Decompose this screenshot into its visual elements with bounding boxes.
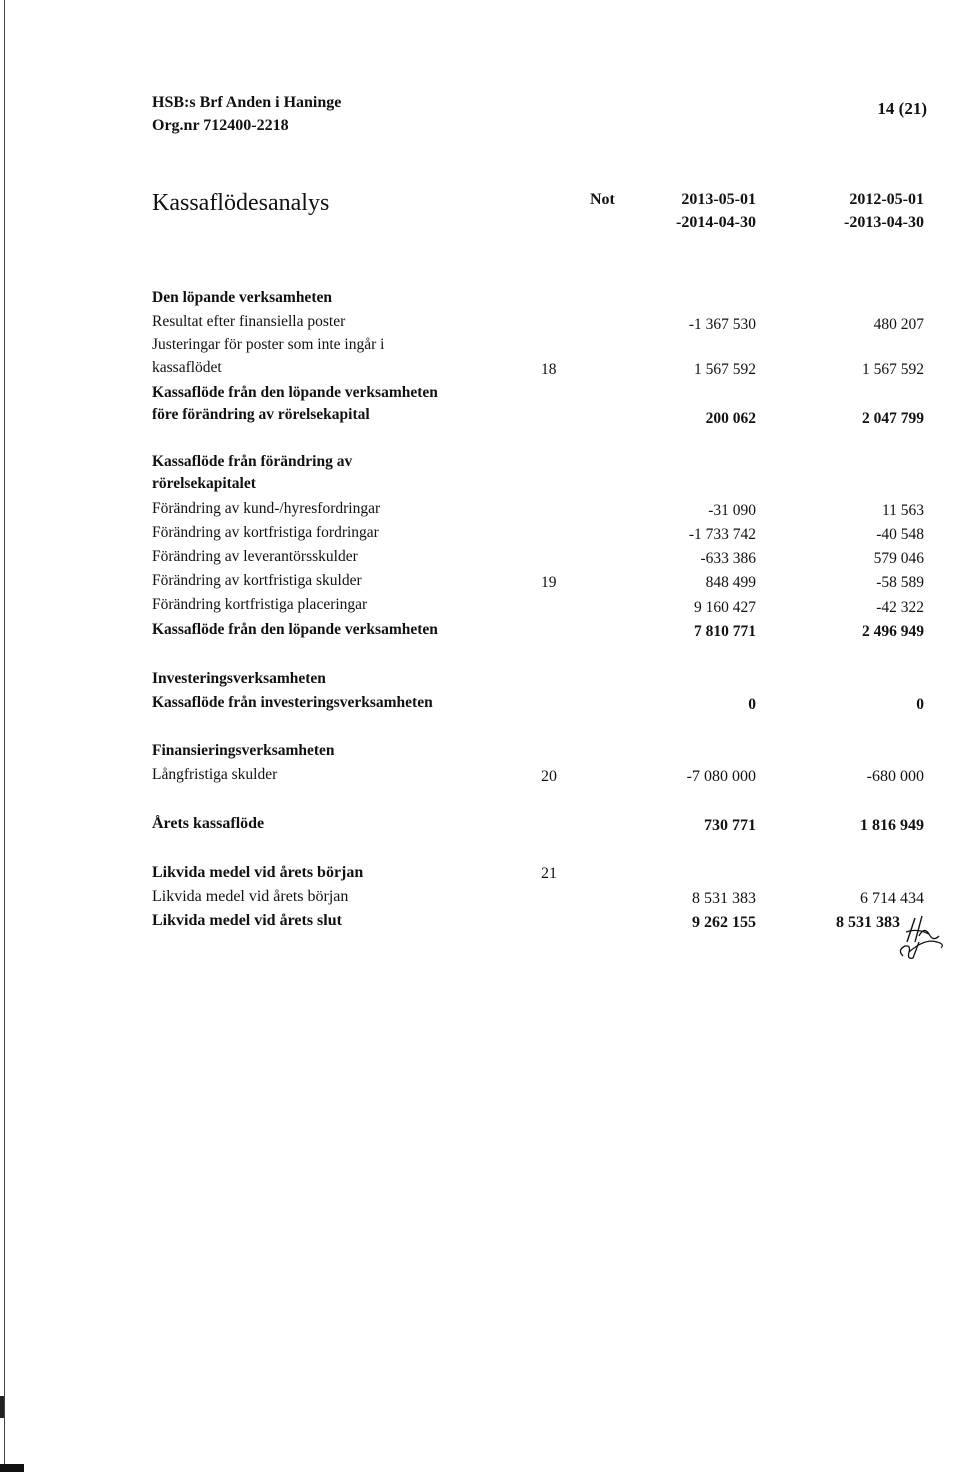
row-label: Långfristiga skulder	[152, 766, 278, 783]
row-value-current: -7 080 000	[686, 768, 756, 785]
total-value-prior: 0	[916, 696, 924, 713]
row-note: 18	[541, 361, 557, 378]
row-label-line1: Justeringar för poster som inte ingår i	[152, 336, 385, 353]
row-label: kassaflödet	[152, 359, 222, 376]
section-heading-investing: Investeringsverksamheten	[152, 670, 326, 687]
row-label: Förändring kortfristiga placeringar	[152, 596, 368, 613]
org-name: HSB:s Brf Anden i Haninge	[152, 94, 342, 111]
row-label: Likvida medel vid årets slut	[152, 912, 342, 929]
total-value-current: 7 810 771	[694, 623, 756, 640]
row-value-prior: -680 000	[866, 768, 924, 785]
section-heading-working-capital-line2: rörelsekapitalet	[152, 475, 256, 492]
row-label: Förändring av leverantörsskulder	[152, 548, 358, 565]
prior-period-header-line2: -2013-04-30	[844, 214, 924, 231]
scan-edge-mark	[0, 1396, 4, 1418]
total-value-current: 0	[748, 696, 756, 713]
scan-edge-line	[4, 0, 5, 1472]
row-value-prior: -42 322	[876, 599, 924, 616]
row-note: 21	[541, 865, 557, 882]
row-value-prior: 480 207	[873, 316, 924, 333]
row-label: Förändring av kortfristiga skulder	[152, 572, 362, 589]
row-value-prior: 6 714 434	[860, 890, 924, 907]
row-label: Förändring av kortfristiga fordringar	[152, 524, 379, 541]
row-label: Resultat efter finansiella poster	[152, 313, 346, 330]
page-title: Kassaflödesanalys	[152, 190, 330, 216]
scan-corner-mark	[0, 1464, 24, 1472]
row-value-prior: -58 589	[876, 574, 924, 591]
subtotal-label-line2: före förändring av rörelsekapital	[152, 406, 370, 423]
current-period-header-line1: 2013-05-01	[681, 191, 756, 208]
year-cashflow-label: Årets kassaflöde	[152, 815, 265, 832]
row-value-current: 8 531 383	[692, 890, 756, 907]
section-heading-liquid: Likvida medel vid årets början	[152, 864, 364, 881]
year-cashflow-prior: 1 816 949	[860, 817, 924, 834]
note-column-header: Not	[590, 191, 615, 208]
row-value-current: 9 160 427	[694, 599, 756, 616]
row-note: 20	[541, 768, 557, 785]
section-heading-operating: Den löpande verksamheten	[152, 289, 332, 306]
row-note: 19	[541, 574, 557, 591]
subtotal-value-prior: 2 047 799	[862, 410, 924, 427]
year-cashflow-current: 730 771	[704, 817, 756, 834]
row-value-prior: 1 567 592	[862, 361, 924, 378]
org-number: Org.nr 712400-2218	[152, 117, 289, 134]
total-label: Kassaflöde från den löpande verksamheten	[152, 621, 438, 638]
row-value-prior: 579 046	[873, 550, 924, 567]
row-value-current: 1 567 592	[694, 361, 756, 378]
row-value-prior: -40 548	[876, 526, 924, 543]
row-value-current: -1 733 742	[688, 526, 756, 543]
row-label: Likvida medel vid årets början	[152, 888, 349, 905]
row-value-current: -31 090	[708, 502, 756, 519]
page-number: 14 (21)	[877, 99, 927, 118]
handwritten-initials-signature	[895, 912, 955, 964]
subtotal-value-current: 200 062	[705, 410, 756, 427]
row-value-prior: 11 563	[881, 502, 924, 519]
row-value-current: -633 386	[700, 550, 756, 567]
current-period-header-line2: -2014-04-30	[676, 214, 756, 231]
section-heading-financing: Finansieringsverksamheten	[152, 742, 335, 759]
row-value-current: 848 499	[705, 574, 756, 591]
total-label: Kassaflöde från investeringsverksamheten	[152, 694, 433, 711]
prior-period-header-line1: 2012-05-01	[849, 191, 924, 208]
total-value-prior: 2 496 949	[862, 623, 924, 640]
row-label: Förändring av kund-/hyresfordringar	[152, 500, 381, 517]
row-value-prior: 8 531 383	[836, 914, 900, 931]
row-value-current: -1 367 530	[688, 316, 756, 333]
subtotal-label-line1: Kassaflöde från den löpande verksamheten	[152, 384, 438, 401]
row-value-current: 9 262 155	[692, 914, 756, 931]
section-heading-working-capital-line1: Kassaflöde från förändring av	[152, 453, 353, 470]
